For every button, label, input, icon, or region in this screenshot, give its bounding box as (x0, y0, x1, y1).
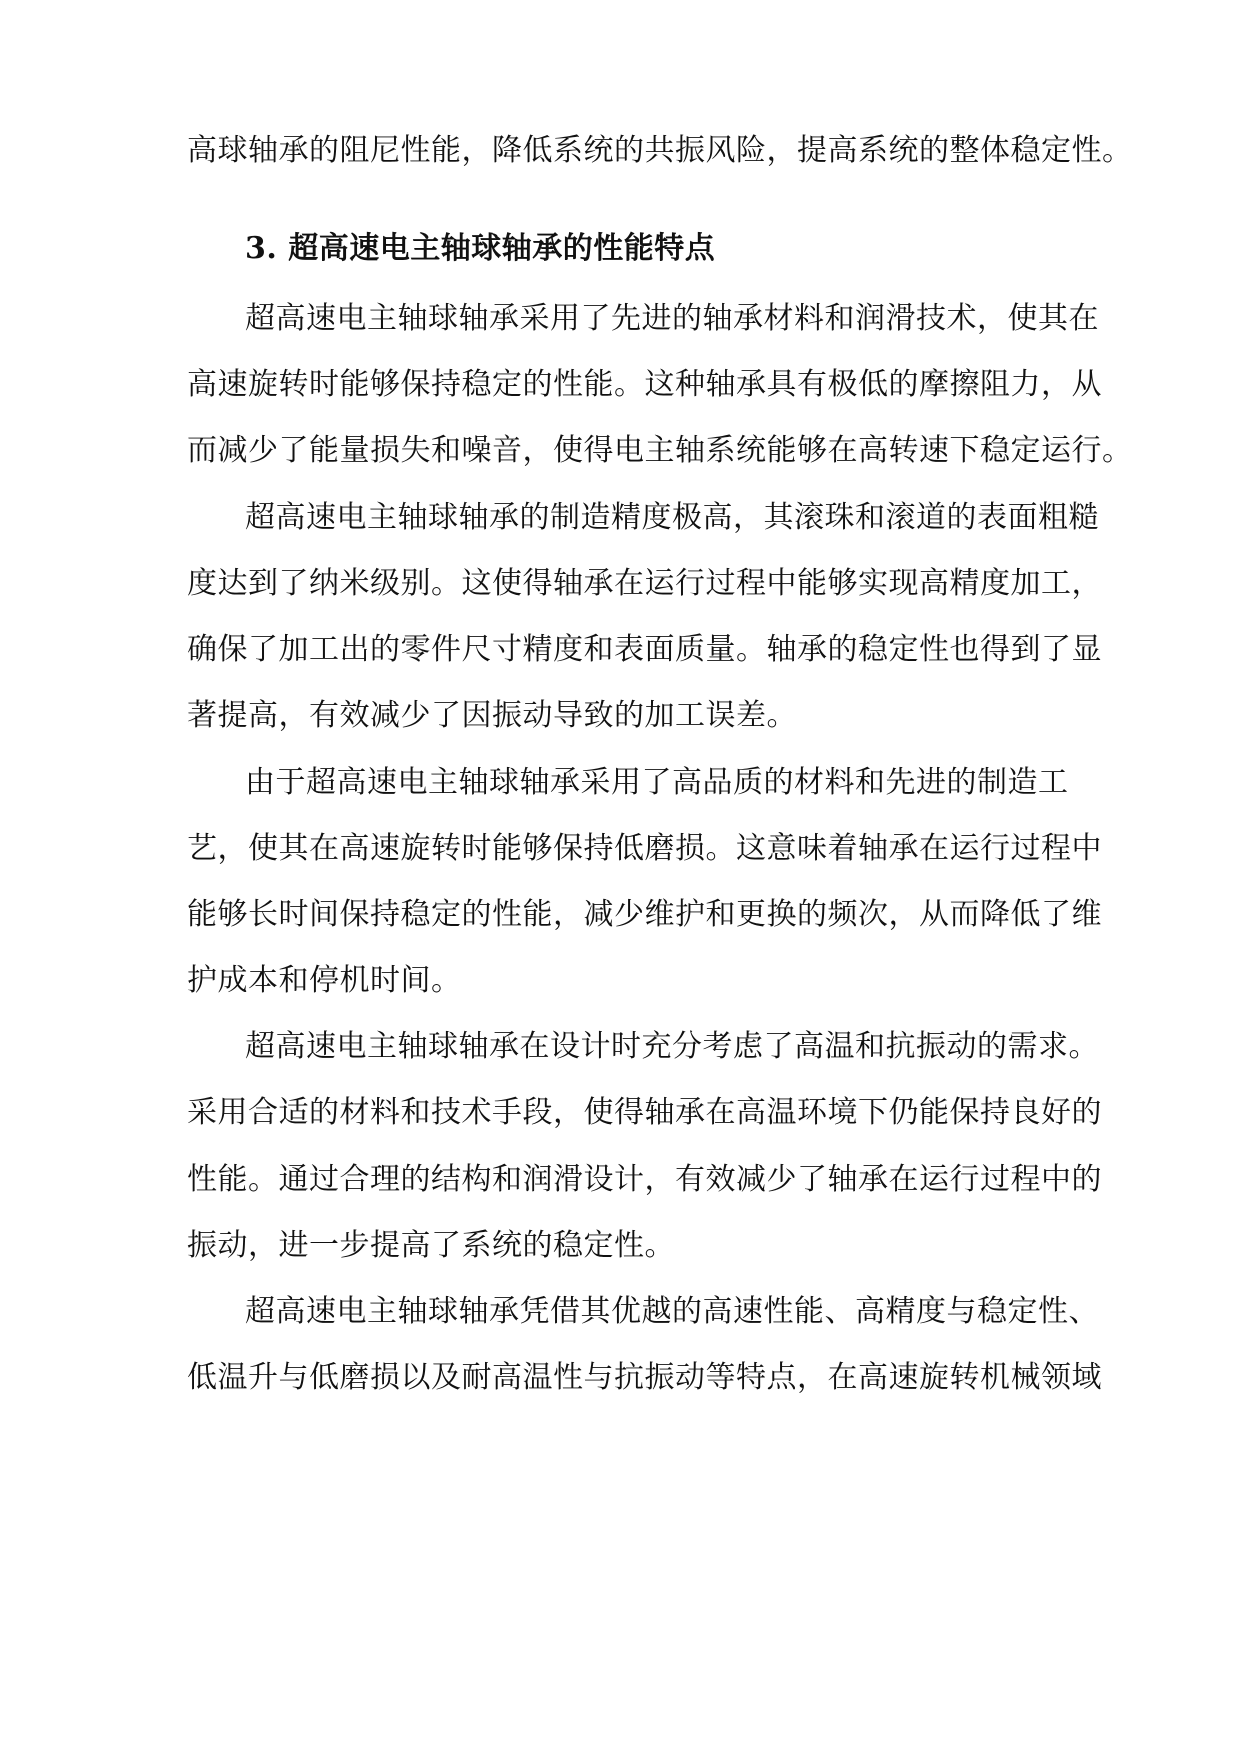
paragraph-line: 超高速电主轴球轴承在设计时充分考虑了高温和抗振动的需求。 (245, 1029, 1099, 1064)
paragraph-line: 护成本和停机时间。 (187, 963, 462, 998)
paragraph-line: 高球轴承的阻尼性能，降低系统的共振风险，提高系统的整体稳定性。 (187, 133, 1133, 168)
paragraph-line: 度达到了纳米级别。这使得轴承在运行过程中能够实现高精度加工， (187, 566, 1102, 601)
paragraph-line: 艺，使其在高速旋转时能够保持低磨损。这意味着轴承在运行过程中 (187, 831, 1102, 866)
paragraph-line: 而减少了能量损失和噪音，使得电主轴系统能够在高转速下稳定运行。 (187, 433, 1133, 468)
paragraph-line: 振动，进一步提高了系统的稳定性。 (187, 1228, 675, 1263)
paragraph-line: 著提高，有效减少了因振动导致的加工误差。 (187, 698, 797, 733)
paragraph-line: 超高速电主轴球轴承凭借其优越的高速性能、高精度与稳定性、 (245, 1294, 1099, 1329)
paragraph-line: 超高速电主轴球轴承采用了先进的轴承材料和润滑技术，使其在 (245, 301, 1099, 336)
paragraph-line: 高速旋转时能够保持稳定的性能。这种轴承具有极低的摩擦阻力，从 (187, 367, 1102, 402)
paragraph-line: 性能。通过合理的结构和润滑设计，有效减少了轴承在运行过程中的 (187, 1162, 1102, 1197)
paragraph-line: 能够长时间保持稳定的性能，减少维护和更换的频次，从而降低了维 (187, 897, 1102, 932)
paragraph-line: 采用合适的材料和技术手段，使得轴承在高温环境下仍能保持良好的 (187, 1095, 1102, 1130)
paragraph-line: 由于超高速电主轴球轴承采用了高品质的材料和先进的制造工 (245, 765, 1069, 800)
paragraph-line: 低温升与低磨损以及耐高温性与抗振动等特点，在高速旋转机械领域 (187, 1360, 1102, 1395)
section-heading: 3. 超高速电主轴球轴承的性能特点 (245, 231, 716, 266)
paragraph-line: 确保了加工出的零件尺寸精度和表面质量。轴承的稳定性也得到了显 (187, 632, 1102, 667)
paragraph-line: 超高速电主轴球轴承的制造精度极高，其滚珠和滚道的表面粗糙 (245, 500, 1099, 535)
